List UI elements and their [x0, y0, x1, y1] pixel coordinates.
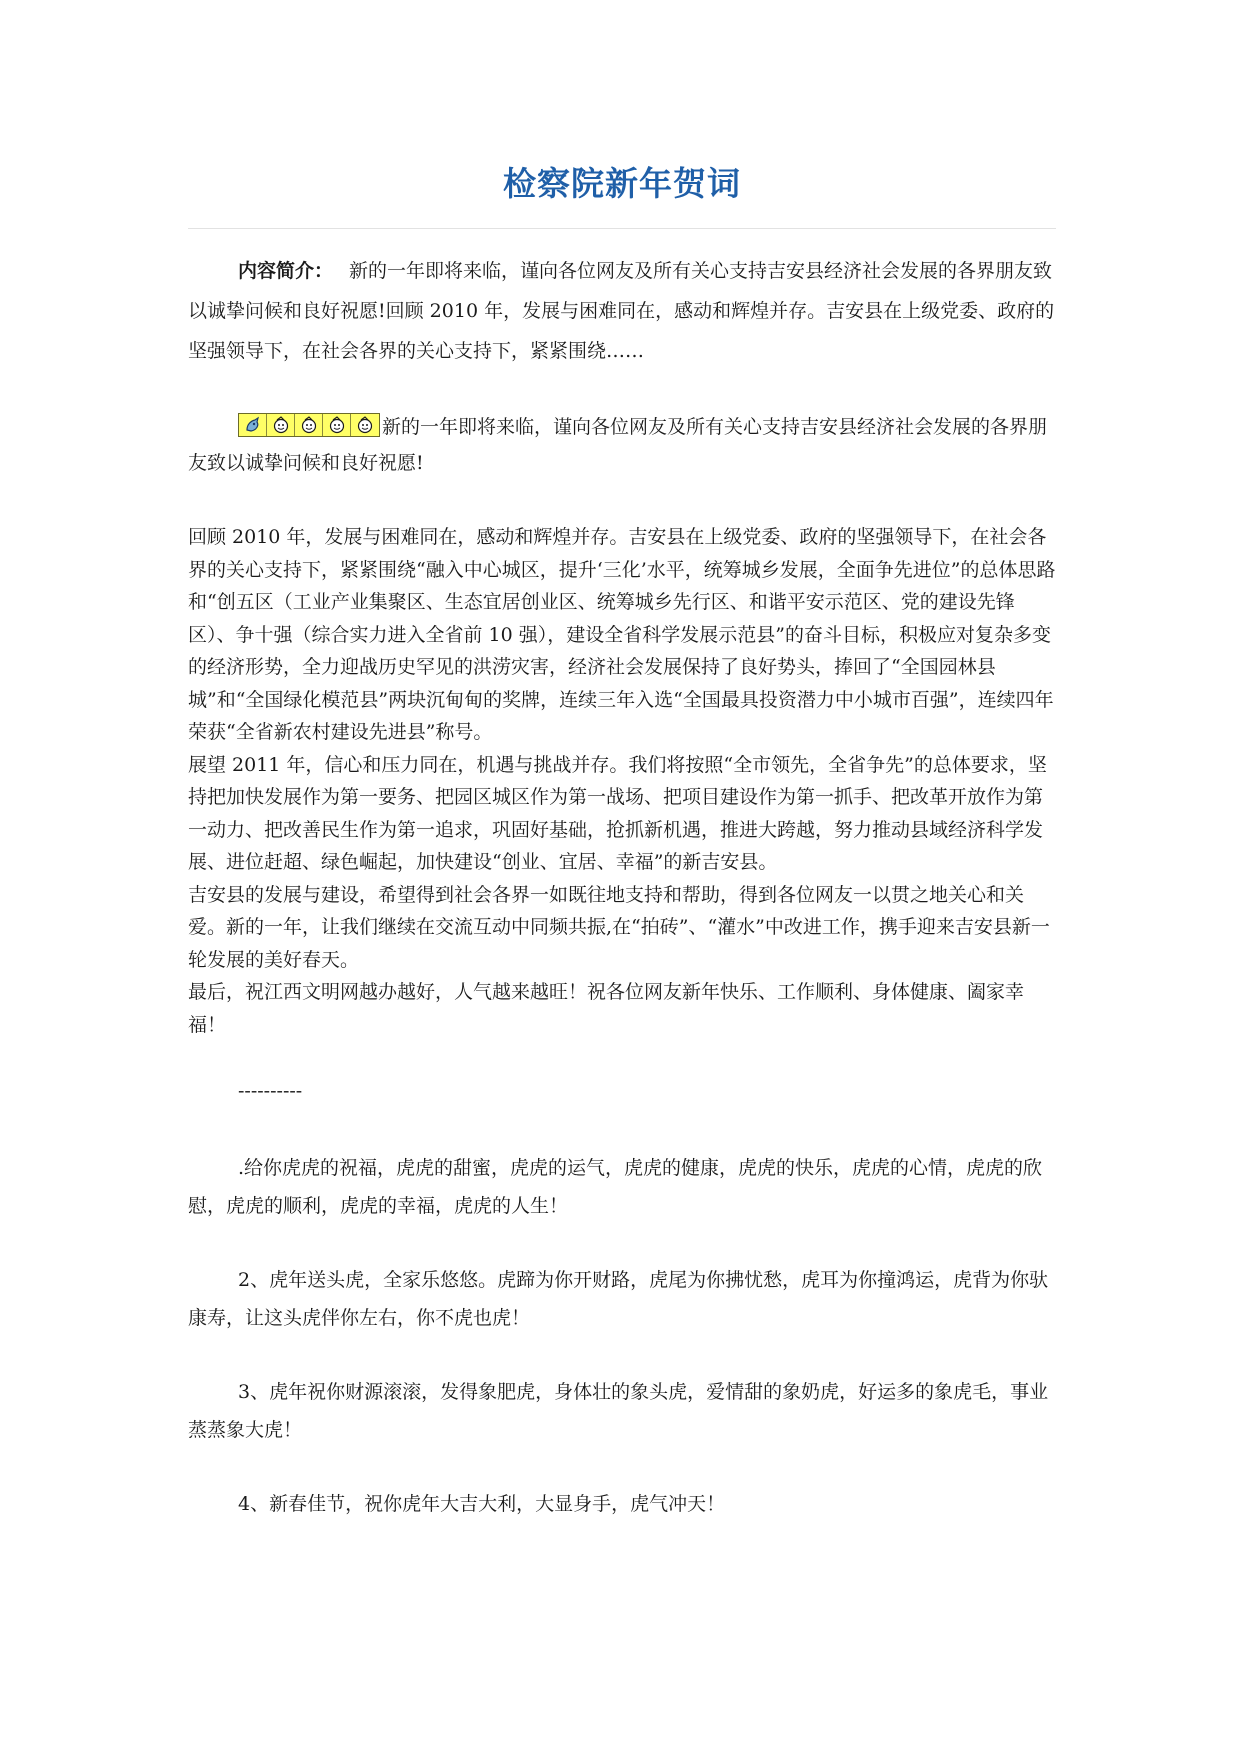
body-paragraph: 回顾 2010 年，发展与困难同在，感动和辉煌并存。吉安县在上级党委、政府的坚强领导下，在社会各界的关心支持下，紧紧围绕“融入中心城区，提升‘三化’水平，统筹城乡发展，全面争先进位”的总体思路和“创五区（工业产业集聚区、生态宜居创业区、统筹城乡先行区、和谐平安示范区、党的建设先锋区）、争十强（综合实力进入全省前 10 强），建设全省科学发展示范县”的奋斗目标，积极应对复杂多变的经济形势，全力迎战历史罕见的洪涝灾害，经济社会发展保持了良好势头，捧回了“全国园林县城”和“全国绿化模范县”两块沉甸甸的奖牌，连续三年入选“全国最具投资潜力中小城市百强”，连续四年荣获“全省新农村建设先进县”称号。: [188, 526, 1056, 743]
wish-paragraph: 4、新春佳节，祝你虎年大吉大利，大显身手，虎气冲天！: [238, 1493, 726, 1515]
document-title: 检察院新年贺词: [503, 164, 741, 203]
wish-paragraph: .给你虎虎的祝福，虎虎的甜蜜，虎虎的运气，虎虎的健康，虎虎的快乐，虎虎的心情，虎虎的欣慰，虎虎的顺利，虎虎的幸福，虎虎的人生！: [188, 1157, 1043, 1217]
wish-paragraph: 3、虎年祝你财源滚滚，发得象肥虎，身体壮的象头虎，爱情甜的象奶虎，好运多的象虎毛，事业蒸蒸象大虎！: [188, 1381, 1049, 1441]
document-page: [188, 0, 1056, 1523]
intro-text: 新的一年即将来临，谨向各位网友及所有关心支持吉安县经济社会发展的各界朋友致以诚挚问候和良好祝愿!: [188, 416, 1048, 474]
body-paragraph: 吉安县的发展与建设，希望得到社会各界一如既往地支持和帮助，得到各位网友一以贯之地关心和关爱。新的一年，让我们继续在交流互动中同频共振,在“拍砖”、“灌水”中改进工作，携手迎来吉安县新一轮发展的美好春天。: [188, 883, 1050, 971]
smiley-icon: [351, 414, 379, 436]
smiley-icon: [239, 414, 267, 436]
smiley-icon: [323, 414, 351, 436]
wish-paragraph: 2、虎年送头虎，全家乐悠悠。虎蹄为你开财路，虎尾为你拂忧愁，虎耳为你撞鸿运，虎背为你驮康寿，让这头虎伴你左右，你不虎也虎！: [188, 1269, 1049, 1329]
body-paragraph: 展望 2011 年，信心和压力同在，机遇与挑战并存。我们将按照“全市领先，全省争先”的总体要求，坚持把加快发展作为第一要务、把园区城区作为第一战场、把项目建设作为第一抓手、把改革开放作为第一动力、把改善民生作为第一追求，巩固好基础，抢抓新机遇，推进大跨越，努力推动县域经济科学发展、进位赶超、绿色崛起，加快建设“创业、宜居、幸福”的新吉安县。: [188, 753, 1047, 873]
emoji-strip: [238, 413, 380, 437]
smiley-icon: [267, 414, 295, 436]
title-divider: [188, 228, 1056, 229]
summary-label: 内容简介：: [238, 260, 334, 282]
body-paragraph: 最后，祝江西文明网越办越好，人气越来越旺！祝各位网友新年快乐、工作顺利、身体健康、阖家幸福！: [188, 981, 1025, 1036]
summary-text: 新的一年即将来临，谨向各位网友及所有关心支持吉安县经济社会发展的各界朋友致以诚挚问候和良好祝愿!回顾 2010 年，发展与困难同在，感动和辉煌并存。吉安县在上级党委、政府的坚强领导下，在社会各界的关心支持下，紧紧围绕……: [188, 260, 1055, 362]
smiley-icon: [295, 414, 323, 436]
section-separator: ----------: [238, 1080, 303, 1102]
intro-paragraph: [188, 409, 1056, 481]
body-section: [188, 521, 1056, 1041]
summary-paragraph: [188, 251, 1056, 371]
